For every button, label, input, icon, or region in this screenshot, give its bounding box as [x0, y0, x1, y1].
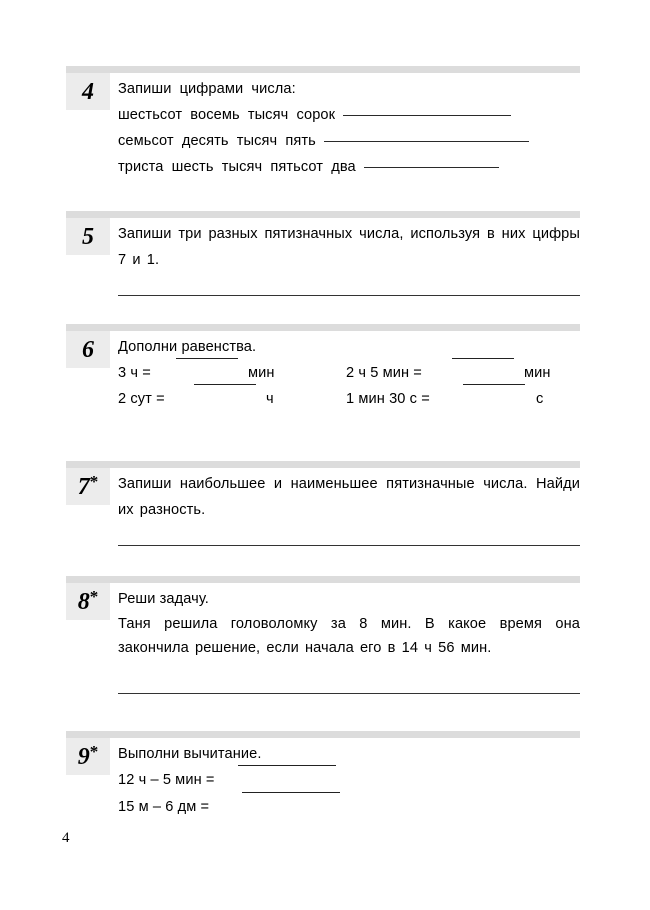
task-content: [118, 586, 580, 660]
equation-row: [118, 767, 580, 794]
answer-blank[interactable]: [343, 115, 511, 116]
task-number: 5: [82, 223, 94, 250]
equation-blank[interactable]: [452, 358, 514, 359]
task-item-line: [118, 102, 580, 128]
item-text: семьсот десять тысяч пять: [118, 133, 316, 149]
equation-left: 3 ч =: [118, 365, 151, 381]
task-prompt-line: Дополни равенства.: [118, 339, 257, 355]
task-prompt-line: Запиши три разных пятизначных числа, используя в них цифры 7 и 1.: [118, 226, 580, 268]
answer-line[interactable]: [118, 295, 580, 296]
task-content: [118, 221, 580, 273]
task-number-badge: [66, 331, 110, 368]
task-number-badge: [66, 73, 110, 110]
equation-left: 15 м – 6 дм =: [118, 799, 210, 815]
item-text: триста шесть тысяч пятьсот два: [118, 159, 356, 175]
task-number-badge: [66, 738, 110, 775]
equation-blank[interactable]: [194, 384, 256, 385]
task-content: [118, 76, 580, 180]
task-divider-bar: [66, 461, 580, 468]
task-prompt-line: Реши задачу.: [118, 591, 209, 607]
task-divider-bar: [66, 324, 580, 331]
task-divider-bar: [66, 66, 580, 73]
answer-line[interactable]: [118, 693, 580, 694]
equation-left: 2 сут =: [118, 391, 165, 407]
equation-blank[interactable]: [463, 384, 525, 385]
task-number-badge: [66, 218, 110, 255]
equation-blank[interactable]: [176, 358, 238, 359]
item-text: шестьсот восемь тысяч сорок: [118, 107, 336, 123]
equation-unit: с: [536, 391, 544, 407]
task-star: *: [89, 587, 99, 606]
equation-left: 1 мин 30 с =: [346, 391, 430, 407]
answer-blank[interactable]: [364, 167, 499, 168]
task-star: *: [89, 742, 99, 761]
equation-unit: мин: [524, 365, 551, 381]
equation-unit: мин: [248, 365, 275, 381]
equation-left: 2 ч 5 мин =: [346, 365, 422, 381]
task-item-line: [118, 154, 580, 180]
equation-row: [118, 360, 580, 386]
task-prompt-line: Запиши наибольшее и наименьшее пятизначные числа. Найди их разность.: [118, 476, 580, 518]
task-number: 8: [77, 588, 90, 615]
task-divider-bar: [66, 731, 580, 738]
equation-row: [118, 386, 580, 412]
task-divider-bar: [66, 576, 580, 583]
task-number: 6: [82, 336, 94, 363]
equation-unit: ч: [266, 391, 274, 407]
page-number: 4: [62, 830, 70, 846]
equation-row: [118, 794, 580, 821]
task-number-badge: [66, 468, 110, 505]
task-prompt-line: Запиши цифрами числа:: [118, 81, 296, 97]
equation-left: 12 ч – 5 мин =: [118, 772, 215, 788]
task-number-badge: [66, 583, 110, 620]
task-content: [118, 471, 580, 523]
task-number: 7: [77, 473, 90, 500]
task-prompt-line: Выполни вычитание.: [118, 746, 262, 762]
task-divider-bar: [66, 211, 580, 218]
equation-blank[interactable]: [242, 792, 340, 793]
task-item-line: [118, 128, 580, 154]
answer-blank[interactable]: [324, 141, 529, 142]
task-problem-text: Таня решила головоломку за 8 мин. В какое время она закончила решение, если начала его в 14 ч 56 мин.: [118, 616, 580, 656]
task-star: *: [89, 472, 99, 491]
task-content: [118, 334, 580, 412]
equation-blank[interactable]: [238, 765, 336, 766]
task-number: 4: [82, 78, 94, 105]
answer-line[interactable]: [118, 545, 580, 546]
task-number: 9: [77, 743, 90, 770]
task-content: [118, 741, 580, 821]
